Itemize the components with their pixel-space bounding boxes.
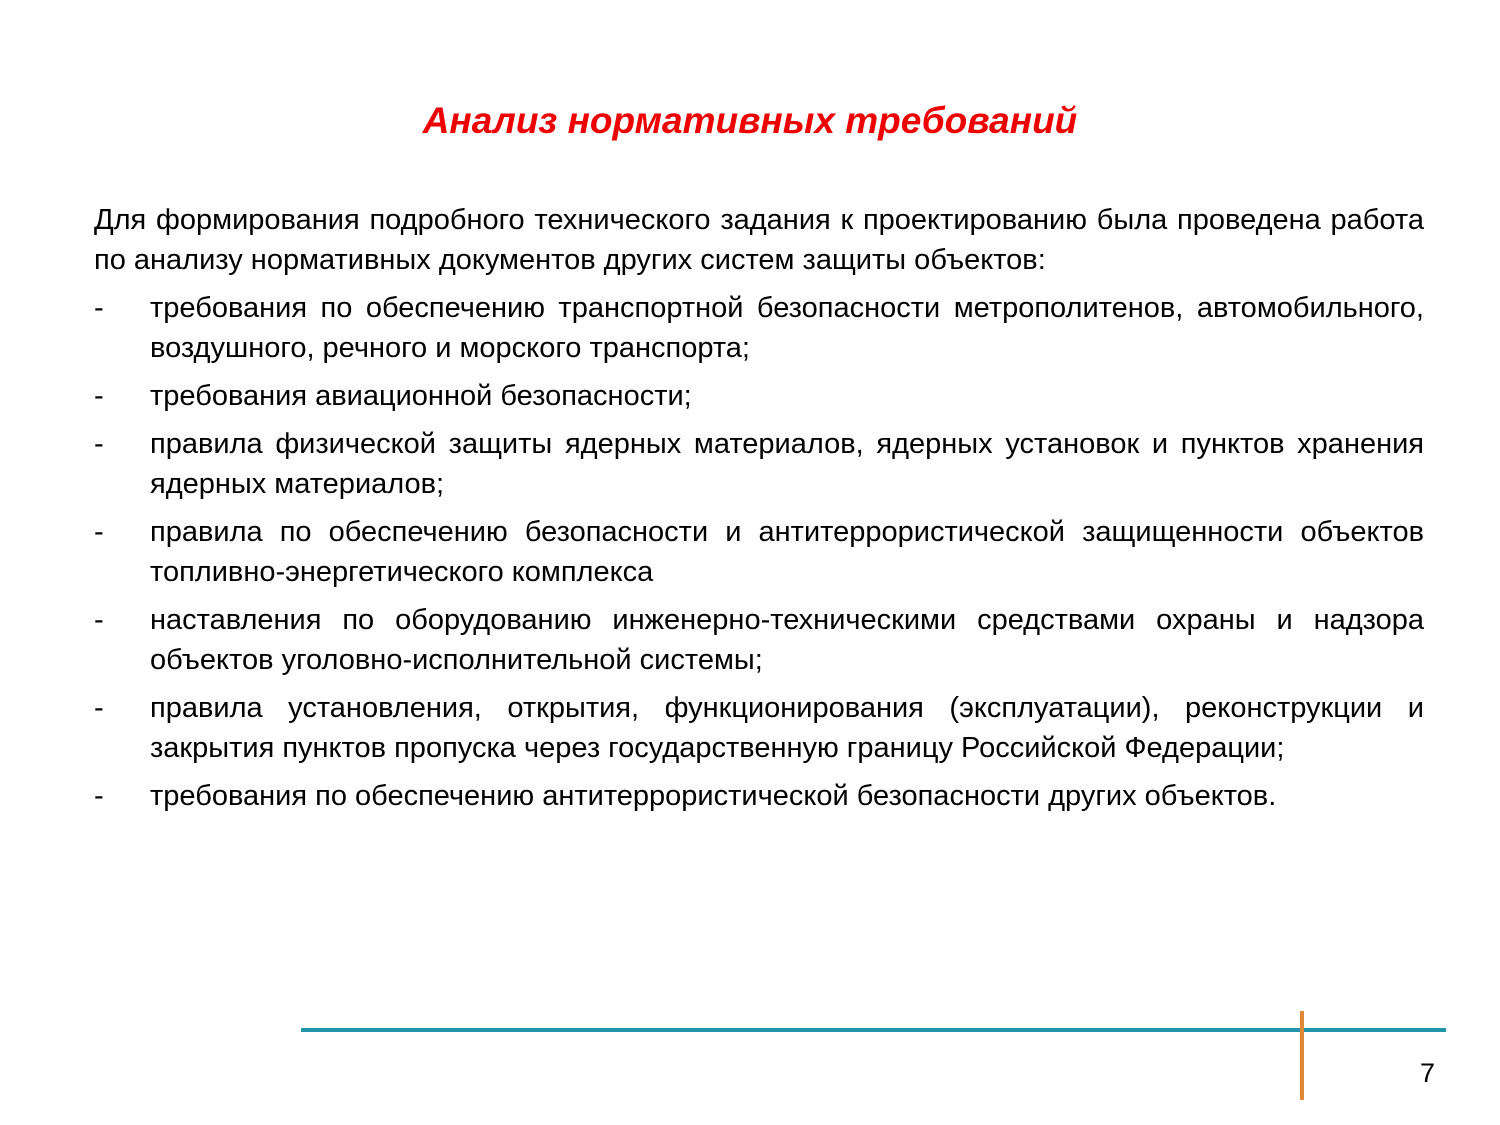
bullet-marker: - [94, 516, 104, 548]
list-item [94, 688, 1424, 768]
bullet-marker: - [94, 380, 104, 412]
list-item-text: требования авиационной безопасности; [150, 380, 692, 412]
list-item-text: требования по обеспечению антитеррористической безопасности других объектов. [150, 780, 1277, 812]
list-item-text: правила по обеспечению безопасности и антитеррористической защищенности объектов топливно-энергетического комплекса [150, 516, 1424, 588]
list-item [94, 424, 1424, 504]
list-item-text: требования по обеспечению транспортной безопасности метрополитенов, автомобильного, воздушного, речного и морского транспорта; [150, 292, 1424, 364]
list-item [94, 376, 1424, 416]
list-item-text: наставления по оборудованию инженерно-техническими средствами охраны и надзора объектов уголовно-исполнительной системы; [150, 604, 1424, 676]
list-item [94, 512, 1424, 592]
intro-paragraph: Для формирования подробного технического задания к проектированию была проведена работа по анализу нормативных документов других систем защиты объектов: [94, 204, 1424, 276]
slide-title: Анализ нормативных требований [422, 100, 1078, 141]
page-number: 7 [1420, 1058, 1436, 1088]
bullet-marker: - [94, 292, 104, 324]
list-item [94, 776, 1424, 816]
slide-content [94, 200, 1424, 824]
bullet-marker: - [94, 692, 104, 724]
requirements-list [94, 288, 1424, 816]
footer-divider [1300, 1011, 1304, 1100]
bullet-marker: - [94, 428, 104, 460]
footer-line [301, 1028, 1446, 1032]
list-item-text: правила установления, открытия, функционирования (эксплуатации), реконструкции и закрытия пунктов пропуска через государственную границу Российской Федерации; [150, 692, 1424, 764]
list-item [94, 288, 1424, 368]
list-item [94, 600, 1424, 680]
list-item-text: правила физической защиты ядерных материалов, ядерных установок и пунктов хранения ядерных материалов; [150, 428, 1424, 500]
bullet-marker: - [94, 604, 104, 636]
bullet-marker: - [94, 780, 104, 812]
